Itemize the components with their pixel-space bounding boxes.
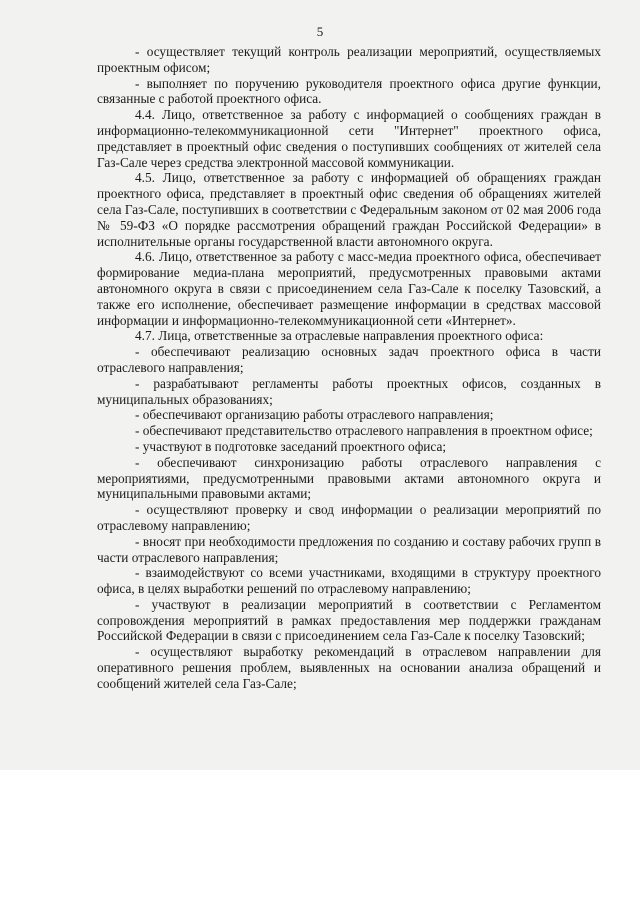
paragraph: 4.7. Лица, ответственные за отраслевые направления проектного офиса: [135, 328, 544, 344]
paragraph: - обеспечивают реализацию основных задач проектного офиса в части отраслевого направления; [97, 344, 601, 375]
paragraph: 4.5. Лицо, ответственное за работу с информацией об обращениях граждан проектного офиса, представляет в проектный офис сведения об обращениях жителей села Газ-Сале, поступивших в соответствии с Федеральным законом от 02 мая 2006 года № 59-ФЗ «О порядке рассмотрения обращений граждан Российской Федерации» в исполнительные органы государственной власти автономного округа. [97, 170, 601, 249]
document-body [97, 44, 601, 692]
paragraph: - взаимодействуют со всеми участниками, входящими в структуру проектного офиса, в целях выработки решений по отраслевому направлению; [97, 565, 601, 597]
paragraph: 4.6. Лицо, ответственное за работу с масс-медиа проектного офиса, обеспечивает формирование медиа-плана мероприятий, предусмотренных правовыми актами автономного округа в связи с присоединением села Газ-Сале к поселку Тазовский, а также его исполнение, обеспечивает размещение информации в средствах массовой информации и информационно-телекоммуникационной сети «Интернет». [97, 249, 601, 328]
paragraph: - обеспечивают синхронизацию работы отраслевого направления с мероприятиями, предусмотренными правовыми актами автономного округа и муниципальными правовыми актами; [97, 454, 601, 502]
paragraph: - обеспечивают организацию работы отраслевого направления; [135, 407, 494, 423]
blank-area [0, 770, 640, 905]
paragraph: - разрабатывают регламенты работы проектных офисов, созданных в муниципальных образованиях; [97, 375, 601, 407]
paragraph: - осуществляет текущий контроль реализации мероприятий, осуществляемых проектным офисом; [97, 44, 601, 75]
paragraph: - участвуют в подготовке заседаний проектного офиса; [135, 438, 447, 454]
paragraph: - осуществляют выработку рекомендаций в отраслевом направлении для оперативного решения проблем, выявленных на основании анализа обращений и сообщений жителей села Газ-Сале; [97, 644, 601, 691]
paragraph: - осуществляют проверку и свод информации о реализации мероприятий по отраслевому направлению; [97, 502, 601, 533]
paragraph: - выполняет по поручению руководителя проектного офиса другие функции, связанные с работой проектного офиса. [97, 75, 601, 107]
paragraph: - обеспечивают представительство отраслевого направления в проектном офисе; [135, 423, 593, 439]
paragraph: - вносят при необходимости предложения по созданию и составу рабочих групп в части отраслевого направления; [97, 533, 601, 565]
page-number: 5 [316, 24, 324, 39]
paragraph: - участвуют в реализации мероприятий в соответствии с Регламентом сопровождения мероприятий в рамках предоставления мер поддержки гражданам Российской Федерации в связи с присоединением села Газ-Сале к поселку Тазовский; [97, 596, 601, 644]
paragraph: 4.4. Лицо, ответственное за работу с информацией о сообщениях граждан в информационно-телекоммуникационной сети "Интернет" проектного офиса, представляет в проектный офис сведения о поступивших сообщениях от жителей села Газ-Сале через средства электронной массовой коммуникации. [97, 107, 601, 170]
